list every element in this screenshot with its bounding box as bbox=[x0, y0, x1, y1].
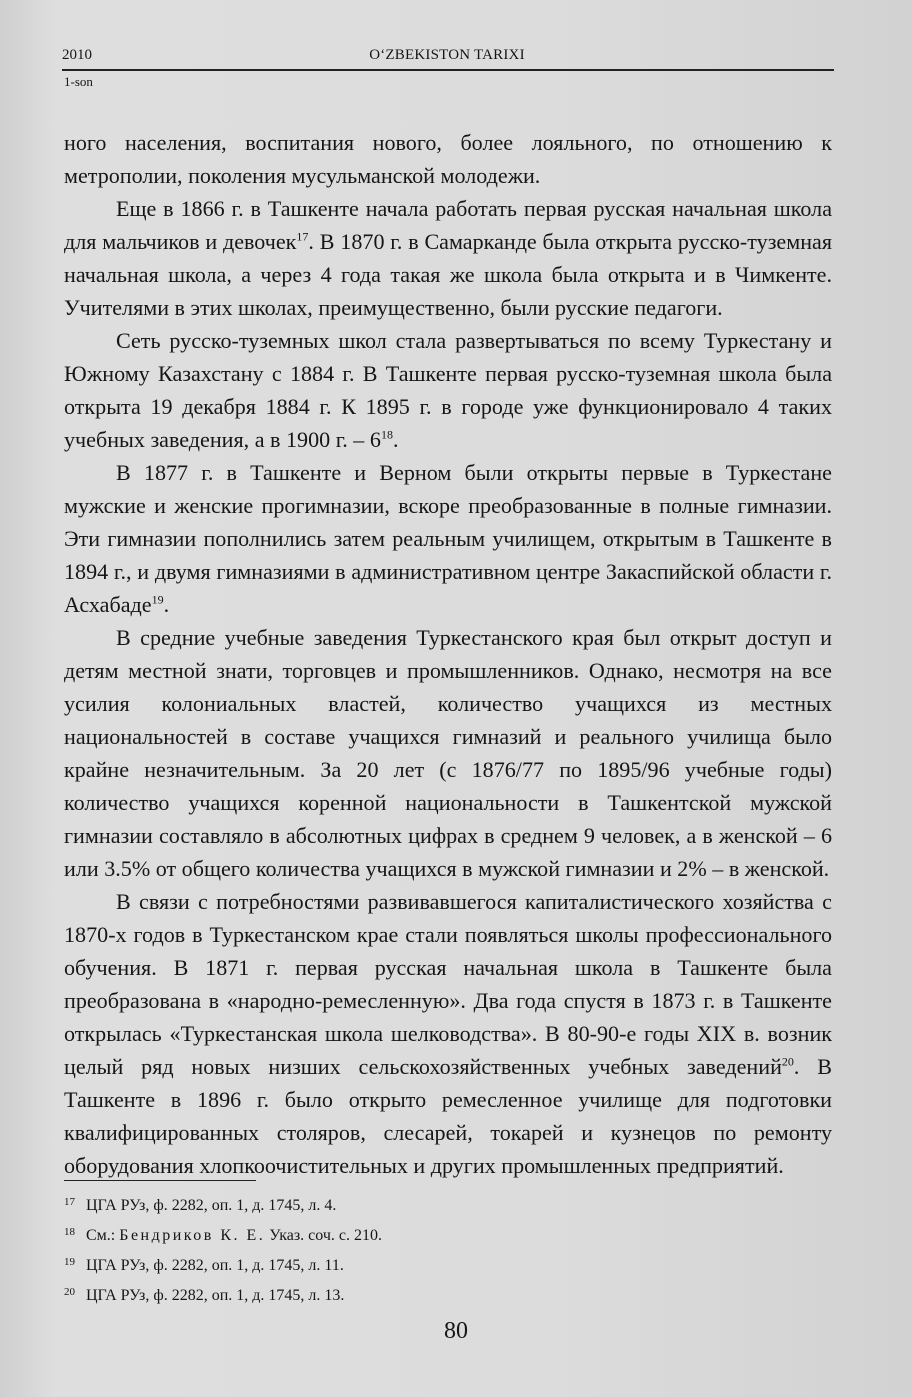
footnote-number: 18 bbox=[64, 1226, 75, 1238]
footnote-number: 20 bbox=[64, 1286, 75, 1298]
body-text bbox=[64, 126, 832, 1182]
footnote-19 bbox=[64, 1249, 832, 1279]
footnotes bbox=[64, 1189, 832, 1309]
footnote-rule bbox=[64, 1180, 256, 1181]
footnote-text: ЦГА РУз, ф. 2282, оп. 1, д. 1745, л. 4. bbox=[86, 1197, 337, 1214]
footnote-text: ЦГА РУз, ф. 2282, оп. 1, д. 1745, л. 11. bbox=[86, 1257, 344, 1274]
footnote-18: 18 См.: Бендриков К. Е. Указ. соч. с. 210. bbox=[64, 1219, 832, 1249]
footnote-author: Бендриков К. Е. bbox=[119, 1227, 266, 1244]
paragraph-5: В средние учебные заведения Туркестанского края был открыт доступ и детям местной знати, торговцев и промышленников. Однако, несмотря на все усилия колониальных властей, количество учащихся из местных национальностей в составе учащихся гимназий и реального училища было крайне незначительным. За 20 лет (с 1876/77 по 1895/96 учебные годы) количество учащихся коренной национальности в Ташкентской мужской гимназии составляло в абсолютных цифрах в среднем 9 человек, а в женской – 6 или 3.5% от общего количества учащихся в мужской гимназии и 2% – в женской. bbox=[64, 625, 832, 881]
header-rule bbox=[62, 69, 834, 71]
footnote-20 bbox=[64, 1279, 832, 1309]
page-number: 80 bbox=[444, 1318, 468, 1344]
footnote-number: 17 bbox=[64, 1196, 75, 1208]
footnote-text: ЦГА РУз, ф. 2282, оп. 1, д. 1745, л. 13. bbox=[86, 1287, 345, 1304]
paragraph-1: ного населения, воспитания нового, более лояльного, по отношению к метрополии, поколения мусульманской молодежи. bbox=[64, 130, 832, 188]
issue-number: 1-son bbox=[64, 74, 93, 89]
paragraph-3: Сеть русско-туземных школ стала развертываться по всему Туркестану и Южному Казахстану с 1884 г. В Ташкенте первая русско-туземная школа была открыта 19 декабря 1884 г. К 1895 г. в городе уже функционировало 4 таких учебных заведения, а в 1900 г. – $6^{18}$. bbox=[64, 328, 832, 452]
footnote-ref-17: 17 bbox=[296, 229, 309, 244]
journal-title: O‘ZBEKISTON TARIXI bbox=[369, 47, 525, 63]
paragraph-4: В 1877 г. в Ташкенте и Верном были открыты первые в Туркестане мужские и женские прогимназии, вскоре преобразованные в полные гимназии. Эти гимназии пополнились затем реальным училищем, открытым в Ташкенте в 1894 г., и двумя гимназиями в административном центре Закаспийской области г. Асхабаде$^{19}$. bbox=[64, 460, 832, 617]
footnote-ref-18: 18 bbox=[380, 427, 393, 442]
footnote-ref-19: 19 bbox=[151, 592, 164, 607]
paragraph-6: В связи с потребностями развивавшегося капиталистического хозяйства с 1870-х годов в Туркестанском крае стали появляться школы профессионального обучения. В 1871 г. первая русская начальная школа в Ташкенте была преобразована в «народно-ремесленную». Два года спустя в 1873 г. в Ташкенте открылась «Туркестанская школа шелководства». В 80-90-е годы XIX в. возник целый ряд новых низших сельскохозяйственных учебных заведений$^{20}$. В Ташкенте в 1896 г. было открыто ремесленное училище для подготовки квалифицированных столяров, слесарей, токарей и кузнецов по ремонту оборудования хлопкоочистительных и других промышленных предприятий. bbox=[64, 889, 832, 1178]
paragraph-2: Еще в 1866 г. в Ташкенте начала работать первая русская начальная школа для мальчиков и девочек$^{17}$. В 1870 г. в Самарканде была открыта русско-туземная начальная школа, а через 4 года такая же школа была открыта и в Чимкенте. Учителями в этих школах, преимущественно, были русские педагоги. bbox=[64, 196, 833, 320]
header-year: 2010 bbox=[62, 47, 92, 63]
footnote-ref-20: 20 bbox=[781, 1054, 794, 1069]
footnote-17 bbox=[64, 1189, 832, 1219]
running-header bbox=[62, 47, 832, 67]
footnote-number: 19 bbox=[64, 1256, 75, 1268]
